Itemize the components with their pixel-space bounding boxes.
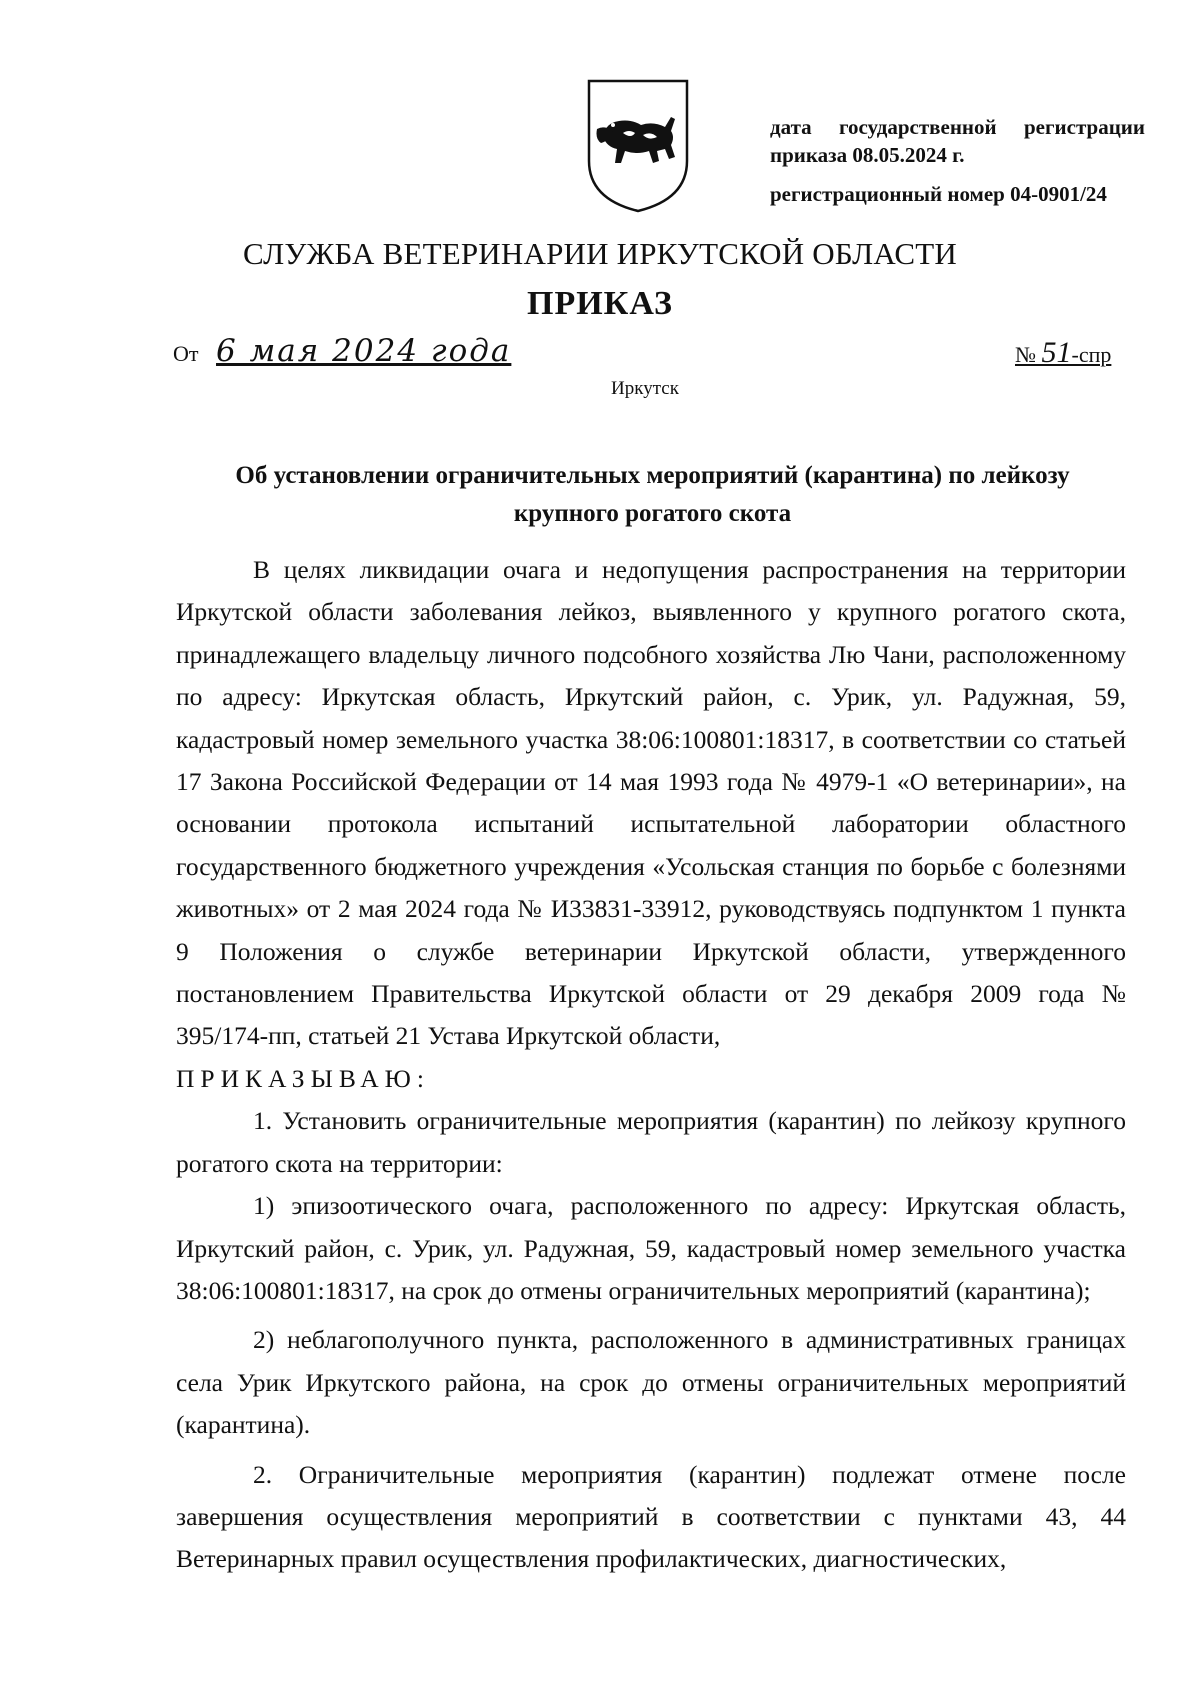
- handwritten-date: 6 мая 2024 года: [216, 333, 512, 369]
- item-2: 2. Ограничительные мероприятия (карантин) подлежат отмене после завершения осуществления мероприятий в соответствии с пунктами 43, 44 Ветеринарных правил осуществления профилактических, диагностических,: [176, 1459, 1126, 1574]
- item-1: 1. Установить ограничительные мероприятия (карантин) по лейкозу крупного рогатого скота на территории:: [176, 1106, 1126, 1178]
- order-body: [176, 549, 1126, 1581]
- city: Иркутск: [611, 378, 679, 399]
- number-suffix: -спр: [1071, 342, 1112, 367]
- preamble-paragraph: В целях ликвидации очага и недопущения распространения на территории Иркутской области заболевания лейкоз, выявленного у крупного рогатого скота, принадлежащего владельцу личного подсобного хозяйства Лю Чани, расположенному по адресу: Иркутская область, Иркутский район, с. Урик, ул. Радужная, 59, кадастровый номер земельного участка 38:06:100801:18317, в соответствии со статьей 17 Закона Российской Федерации от 14 мая 1993 года № 4979-1 «О ветеринарии», на основании протокола испытаний испытательной лаборатории областного государственного бюджетного учреждения «Усольская станция по борьбе с болезнями животных» от 2 мая 2024 года № И33831-33912, руководствуясь подпунктом 1 пункта 9 Положения о службе ветеринарии Иркутской области, утвержденного постановлением Правительства Иркутской области от 29 декабря 2009 года № 395/174-пп, статьей 21 Устава Иркутской области,: [176, 555, 1126, 1051]
- document-type: ПРИКАЗ: [527, 285, 673, 322]
- registration-stamp: [770, 113, 1145, 208]
- number-prefix: №: [1015, 342, 1036, 367]
- order-number: [1015, 336, 1111, 370]
- registration-number: регистрационный номер 04-0901/24: [770, 182, 1107, 206]
- registration-line-1: дата государственной регистрации: [770, 115, 1145, 139]
- item-1-1: 1) эпизоотического очага, расположенного по адресу: Иркутская область, Иркутский район, с. Урик, ул. Радужная, 59, кадастровый номер земельного участка 38:06:100801:18317, на срок до отмены ограничительных мероприятий (карантина);: [176, 1191, 1126, 1305]
- order-date: [173, 333, 511, 369]
- registration-line-2: приказа 08.05.2024 г.: [770, 143, 965, 167]
- handwritten-number: 51: [1041, 336, 1072, 369]
- irkutsk-coat-of-arms-icon: [583, 75, 693, 215]
- item-1-2: 2) неблагополучного пункта, расположенного в административных границах села Урик Иркутского района, на срок до отмены ограничительных мероприятий (карантина).: [176, 1325, 1126, 1440]
- organization-name: СЛУЖБА ВЕТЕРИНАРИИ ИРКУТСКОЙ ОБЛАСТИ: [243, 236, 957, 271]
- order-word: ПРИКАЗЫВАЮ:: [176, 1063, 430, 1093]
- date-prefix: От: [173, 341, 199, 366]
- order-title: Об установлении ограничительных мероприятий (карантина) по лейкозу крупного рогатого скота: [235, 462, 1070, 527]
